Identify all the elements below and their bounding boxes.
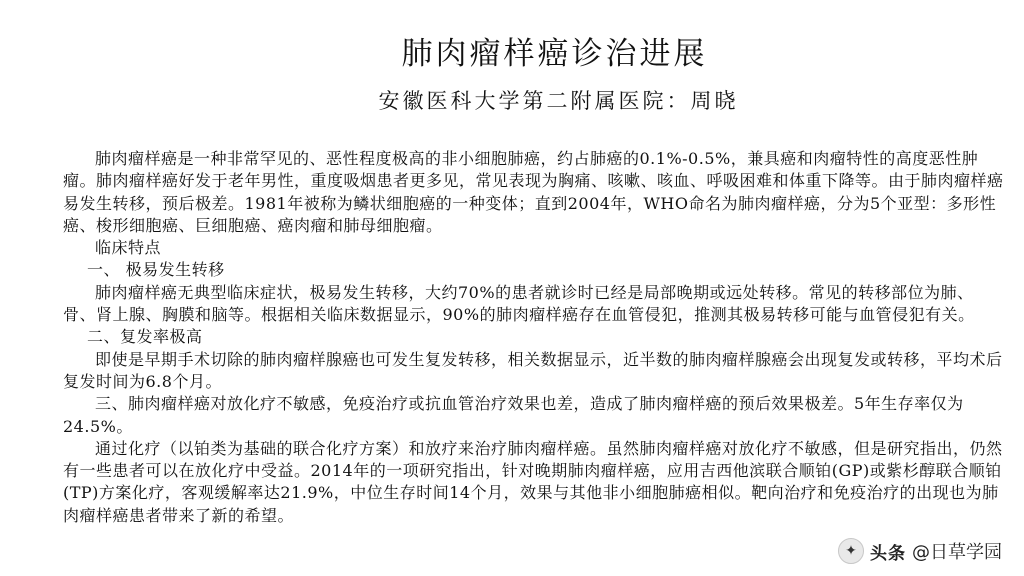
paragraph-intro: 肺肉瘤样癌是一种非常罕见的、恶性程度极高的非小细胞肺癌，约占肺癌的0.1%-0.5%，兼具癌和肉瘤特性的高度恶性肿瘤。肺肉瘤样癌好发于老年男性，重度吸烟患者更多见，常见表现为胸痛、咳嗽、咳血、呼吸困难和体重下降等。由于肺肉瘤样癌易发生转移，预后极差。1981年被称为鳞状细胞癌的一种变体；直到2004年，WHO命名为肺肉瘤样癌，分为5个亚型：多形性癌、梭形细胞癌、巨细胞癌、癌肉瘤和肺母细胞瘤。	[63, 149, 1004, 235]
section-heading-metastasis: 一、 极易发生转移	[87, 260, 225, 280]
paragraph-metastasis: 肺肉瘤样癌无典型临床症状，极易发生转移，大约70%的患者就诊时已经是局部晚期或远处转移。常见的转移部位为肺、骨、肾上腺、胸膜和脑等。根据相关临床数据显示，90%的肺肉瘤样癌存在血管侵犯，推测其极易转移可能与血管侵犯有关。	[63, 282, 975, 325]
toutiao-logo-icon: ✦	[838, 538, 864, 564]
page-subtitle: 安徽医科大学第二附属医院：周晓	[378, 89, 739, 113]
document-body	[63, 148, 1005, 527]
watermark-account: @日草学园	[912, 542, 1002, 563]
paragraph-chemo-radiotherapy: 通过化疗（以铂类为基础的联合化疗方案）和放疗来治疗肺肉瘤样癌。虽然肺肉瘤样癌对放化疗不敏感，但是研究指出，仍然有一些患者可以在放化疗中受益。2014年的一项研究指出，针对晚期肺肉瘤样癌，应用吉西他滨联合顺铂(GP)或紫杉醇联合顺铂(TP)方案化疗，客观缓解率达21.9%，中位生存时间14个月，效果与其他非小细胞肺癌相似。靶向治疗和免疫治疗的出现也为肺肉瘤样癌患者带来了新的希望。	[63, 438, 1003, 525]
paragraph-recurrence: 即使是早期手术切除的肺肉瘤样腺癌也可发生复发转移，相关数据显示，近半数的肺肉瘤样腺癌会出现复发或转移，平均术后复发时间为6.8个月。	[63, 349, 1003, 391]
watermark	[830, 534, 1010, 568]
watermark-brand: 头条	[870, 543, 906, 564]
section-heading-recurrence: 二、复发率极高	[87, 327, 203, 347]
page-title: 肺肉瘤样癌诊治进展	[401, 36, 708, 72]
paragraph-insensitive-treatment: 三、肺肉瘤样癌对放化疗不敏感，免疫治疗或抗血管治疗效果也差，造成了肺肉瘤样癌的预后效果极差。5年生存率仅为24.5%。	[63, 394, 964, 436]
section-heading-clinical-features: 临床特点	[95, 238, 162, 258]
